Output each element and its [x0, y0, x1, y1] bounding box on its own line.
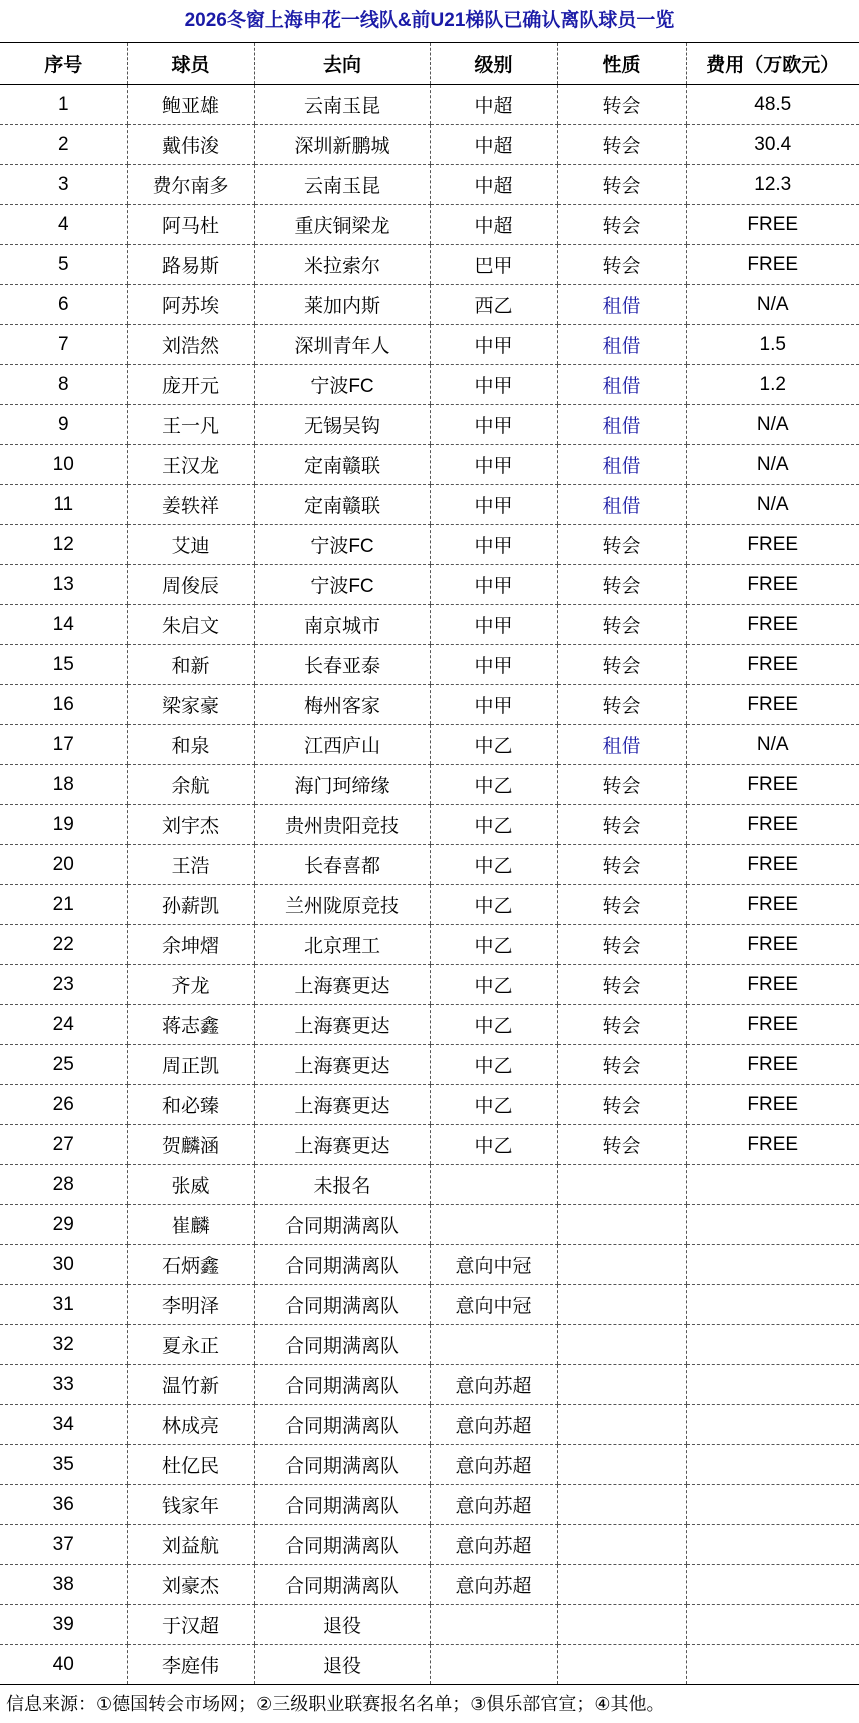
table-row: [0, 1445, 859, 1485]
cell-index: 37: [0, 1525, 127, 1565]
cell-destination: 未报名: [254, 1165, 430, 1205]
cell-index: 9: [0, 405, 127, 445]
cell-fee: [686, 1165, 859, 1205]
cell-type: 转会: [557, 165, 686, 205]
cell-destination: 云南玉昆: [254, 85, 430, 125]
cell-type: [557, 1485, 686, 1525]
cell-player: 余航: [127, 765, 254, 805]
cell-league: 意向苏超: [430, 1525, 557, 1565]
table-row: [0, 1645, 859, 1685]
cell-fee: FREE: [686, 1005, 859, 1045]
cell-league: 意向苏超: [430, 1565, 557, 1605]
cell-league: 中甲: [430, 445, 557, 485]
cell-destination: 合同期满离队: [254, 1325, 430, 1365]
cell-league: 中甲: [430, 325, 557, 365]
source-note: 信息来源：①德国转会市场网；②三级职业联赛报名名单；③俱乐部官宣；④其他。: [6, 1694, 665, 1714]
cell-league: 中超: [430, 165, 557, 205]
cell-fee: 1.5: [686, 325, 859, 365]
cell-type: [557, 1405, 686, 1445]
cell-fee: N/A: [686, 405, 859, 445]
cell-league: [430, 1165, 557, 1205]
cell-type: 转会: [557, 845, 686, 885]
cell-destination: 合同期满离队: [254, 1565, 430, 1605]
cell-index: 29: [0, 1205, 127, 1245]
cell-destination: 长春喜都: [254, 845, 430, 885]
cell-fee: FREE: [686, 1085, 859, 1125]
cell-player: 余坤熠: [127, 925, 254, 965]
cell-player: 鲍亚雄: [127, 85, 254, 125]
cell-player: 钱家年: [127, 1485, 254, 1525]
table-row: [0, 1365, 859, 1405]
table-row: [0, 1565, 859, 1605]
table-row: [0, 1525, 859, 1565]
cell-player: 王浩: [127, 845, 254, 885]
cell-index: 15: [0, 645, 127, 685]
cell-type: 转会: [557, 885, 686, 925]
cell-player: 和必臻: [127, 1085, 254, 1125]
table-row: [0, 1205, 859, 1245]
cell-fee: FREE: [686, 1125, 859, 1165]
header-league: 级别: [430, 43, 557, 85]
cell-destination: 无锡吴钩: [254, 405, 430, 445]
cell-league: 中超: [430, 125, 557, 165]
table-row: [0, 325, 859, 365]
table-row: [0, 805, 859, 845]
cell-league: [430, 1645, 557, 1685]
cell-index: 36: [0, 1485, 127, 1525]
cell-index: 12: [0, 525, 127, 565]
cell-fee: N/A: [686, 485, 859, 525]
cell-type: [557, 1165, 686, 1205]
cell-index: 39: [0, 1605, 127, 1645]
table-row: [0, 605, 859, 645]
cell-destination: 定南赣联: [254, 485, 430, 525]
cell-index: 6: [0, 285, 127, 325]
cell-league: 中乙: [430, 885, 557, 925]
cell-player: 张威: [127, 1165, 254, 1205]
table-row: [0, 485, 859, 525]
cell-fee: FREE: [686, 965, 859, 1005]
cell-destination: 合同期满离队: [254, 1405, 430, 1445]
cell-destination: 合同期满离队: [254, 1285, 430, 1325]
cell-index: 21: [0, 885, 127, 925]
cell-index: 5: [0, 245, 127, 285]
cell-type: 转会: [557, 605, 686, 645]
cell-type: 租借: [557, 285, 686, 325]
cell-fee: 1.2: [686, 365, 859, 405]
cell-league: 中甲: [430, 365, 557, 405]
cell-fee: FREE: [686, 605, 859, 645]
cell-league: 中甲: [430, 405, 557, 445]
cell-destination: 长春亚泰: [254, 645, 430, 685]
table-row: [0, 1125, 859, 1165]
cell-index: 17: [0, 725, 127, 765]
cell-index: 28: [0, 1165, 127, 1205]
cell-league: [430, 1325, 557, 1365]
cell-player: 刘宇杰: [127, 805, 254, 845]
table-row: [0, 445, 859, 485]
cell-league: 中甲: [430, 685, 557, 725]
cell-player: 梁家豪: [127, 685, 254, 725]
cell-index: 34: [0, 1405, 127, 1445]
cell-index: 1: [0, 85, 127, 125]
cell-index: 14: [0, 605, 127, 645]
cell-type: 租借: [557, 365, 686, 405]
cell-player: 刘浩然: [127, 325, 254, 365]
cell-index: 16: [0, 685, 127, 725]
cell-destination: 合同期满离队: [254, 1525, 430, 1565]
cell-destination: 上海赛更达: [254, 1005, 430, 1045]
cell-league: 意向苏超: [430, 1405, 557, 1445]
cell-fee: FREE: [686, 1045, 859, 1085]
cell-destination: 深圳新鹏城: [254, 125, 430, 165]
table-row: [0, 85, 859, 125]
cell-index: 33: [0, 1365, 127, 1405]
cell-player: 李明泽: [127, 1285, 254, 1325]
cell-type: [557, 1605, 686, 1645]
sheet-title: 2026冬窗上海申花一线队&前U21梯队已确认离队球员一览: [0, 0, 859, 43]
cell-player: 于汉超: [127, 1605, 254, 1645]
cell-type: 转会: [557, 965, 686, 1005]
table-row: [0, 725, 859, 765]
table-row: [0, 1165, 859, 1205]
cell-destination: 梅州客家: [254, 685, 430, 725]
cell-player: 崔麟: [127, 1205, 254, 1245]
table-row: [0, 1285, 859, 1325]
cell-fee: 30.4: [686, 125, 859, 165]
cell-fee: [686, 1205, 859, 1245]
cell-destination: 退役: [254, 1605, 430, 1645]
cell-player: 和新: [127, 645, 254, 685]
cell-league: 中乙: [430, 965, 557, 1005]
departures-table: [0, 43, 859, 1685]
header-row: [0, 43, 859, 85]
cell-fee: FREE: [686, 885, 859, 925]
cell-index: 3: [0, 165, 127, 205]
cell-type: 租借: [557, 325, 686, 365]
cell-player: 周俊辰: [127, 565, 254, 605]
cell-league: 中乙: [430, 1085, 557, 1125]
table-row: [0, 405, 859, 445]
cell-type: [557, 1645, 686, 1685]
cell-fee: [686, 1525, 859, 1565]
cell-player: 刘益航: [127, 1525, 254, 1565]
cell-player: 姜轶祥: [127, 485, 254, 525]
cell-league: 巴甲: [430, 245, 557, 285]
cell-index: 18: [0, 765, 127, 805]
cell-league: 中甲: [430, 645, 557, 685]
cell-index: 2: [0, 125, 127, 165]
cell-fee: [686, 1245, 859, 1285]
cell-index: 31: [0, 1285, 127, 1325]
cell-player: 贺麟涵: [127, 1125, 254, 1165]
cell-fee: FREE: [686, 525, 859, 565]
cell-league: 中乙: [430, 725, 557, 765]
cell-player: 齐龙: [127, 965, 254, 1005]
cell-player: 和泉: [127, 725, 254, 765]
cell-league: 西乙: [430, 285, 557, 325]
table-row: [0, 1005, 859, 1045]
cell-type: [557, 1445, 686, 1485]
cell-player: 石炳鑫: [127, 1245, 254, 1285]
cell-league: 中乙: [430, 925, 557, 965]
table-row: [0, 1325, 859, 1365]
cell-fee: FREE: [686, 925, 859, 965]
cell-destination: 重庆铜梁龙: [254, 205, 430, 245]
cell-player: 戴伟浚: [127, 125, 254, 165]
cell-player: 孙薪凯: [127, 885, 254, 925]
cell-fee: N/A: [686, 445, 859, 485]
cell-index: 11: [0, 485, 127, 525]
cell-destination: 宁波FC: [254, 365, 430, 405]
cell-player: 费尔南多: [127, 165, 254, 205]
table-row: [0, 685, 859, 725]
cell-destination: 合同期满离队: [254, 1365, 430, 1405]
cell-index: 23: [0, 965, 127, 1005]
cell-fee: 12.3: [686, 165, 859, 205]
cell-type: 转会: [557, 805, 686, 845]
cell-fee: FREE: [686, 845, 859, 885]
cell-player: 周正凯: [127, 1045, 254, 1085]
header-type: 性质: [557, 43, 686, 85]
cell-player: 林成亮: [127, 1405, 254, 1445]
cell-fee: N/A: [686, 285, 859, 325]
cell-index: 38: [0, 1565, 127, 1605]
cell-index: 8: [0, 365, 127, 405]
cell-player: 阿马杜: [127, 205, 254, 245]
table-row: [0, 525, 859, 565]
cell-league: 意向中冠: [430, 1285, 557, 1325]
cell-type: 转会: [557, 125, 686, 165]
cell-fee: [686, 1325, 859, 1365]
cell-index: 4: [0, 205, 127, 245]
cell-destination: 上海赛更达: [254, 1045, 430, 1085]
cell-index: 40: [0, 1645, 127, 1685]
cell-league: 意向苏超: [430, 1485, 557, 1525]
cell-type: 转会: [557, 1045, 686, 1085]
cell-player: 路易斯: [127, 245, 254, 285]
cell-index: 26: [0, 1085, 127, 1125]
table-row: [0, 285, 859, 325]
cell-index: 19: [0, 805, 127, 845]
cell-fee: [686, 1445, 859, 1485]
cell-destination: 江西庐山: [254, 725, 430, 765]
header-destination: 去向: [254, 43, 430, 85]
cell-type: [557, 1365, 686, 1405]
cell-type: [557, 1285, 686, 1325]
cell-destination: 兰州陇原竞技: [254, 885, 430, 925]
cell-fee: FREE: [686, 245, 859, 285]
table-row: [0, 565, 859, 605]
cell-index: 25: [0, 1045, 127, 1085]
cell-league: 中甲: [430, 605, 557, 645]
cell-fee: FREE: [686, 805, 859, 845]
cell-type: 转会: [557, 685, 686, 725]
cell-league: 中甲: [430, 565, 557, 605]
cell-type: 转会: [557, 565, 686, 605]
cell-type: 租借: [557, 485, 686, 525]
cell-type: 租借: [557, 405, 686, 445]
cell-destination: 合同期满离队: [254, 1245, 430, 1285]
cell-league: [430, 1205, 557, 1245]
table-row: [0, 1245, 859, 1285]
cell-destination: 合同期满离队: [254, 1485, 430, 1525]
cell-league: 意向中冠: [430, 1245, 557, 1285]
cell-league: 中甲: [430, 525, 557, 565]
cell-destination: 定南赣联: [254, 445, 430, 485]
cell-destination: 合同期满离队: [254, 1445, 430, 1485]
cell-type: [557, 1245, 686, 1285]
cell-player: 朱启文: [127, 605, 254, 645]
cell-fee: [686, 1485, 859, 1525]
header-fee: 费用（万欧元）: [686, 43, 859, 85]
cell-type: 转会: [557, 645, 686, 685]
cell-type: [557, 1525, 686, 1565]
table-row: [0, 765, 859, 805]
cell-league: 意向苏超: [430, 1365, 557, 1405]
cell-fee: N/A: [686, 725, 859, 765]
cell-type: 转会: [557, 205, 686, 245]
cell-destination: 莱加内斯: [254, 285, 430, 325]
cell-player: 杜亿民: [127, 1445, 254, 1485]
cell-type: 租借: [557, 445, 686, 485]
cell-fee: FREE: [686, 565, 859, 605]
cell-fee: [686, 1285, 859, 1325]
cell-destination: 上海赛更达: [254, 1125, 430, 1165]
cell-index: 13: [0, 565, 127, 605]
cell-type: [557, 1205, 686, 1245]
cell-destination: 海门珂缔缘: [254, 765, 430, 805]
table-row: [0, 245, 859, 285]
cell-fee: FREE: [686, 685, 859, 725]
cell-league: 中甲: [430, 485, 557, 525]
table-row: [0, 1045, 859, 1085]
cell-index: 20: [0, 845, 127, 885]
cell-fee: 48.5: [686, 85, 859, 125]
cell-player: 王汉龙: [127, 445, 254, 485]
cell-league: 中乙: [430, 845, 557, 885]
table-row: [0, 925, 859, 965]
cell-type: 转会: [557, 1005, 686, 1045]
cell-type: 转会: [557, 925, 686, 965]
table-row: [0, 885, 859, 925]
cell-player: 庞开元: [127, 365, 254, 405]
table-row: [0, 165, 859, 205]
header-player: 球员: [127, 43, 254, 85]
cell-type: 转会: [557, 1125, 686, 1165]
cell-league: 中乙: [430, 1125, 557, 1165]
cell-index: 24: [0, 1005, 127, 1045]
header-index: 序号: [0, 43, 127, 85]
cell-index: 10: [0, 445, 127, 485]
cell-destination: 上海赛更达: [254, 1085, 430, 1125]
table-row: [0, 205, 859, 245]
cell-league: 中乙: [430, 805, 557, 845]
cell-destination: 深圳青年人: [254, 325, 430, 365]
cell-index: 27: [0, 1125, 127, 1165]
cell-fee: FREE: [686, 205, 859, 245]
cell-fee: [686, 1405, 859, 1445]
table-row: [0, 1405, 859, 1445]
cell-player: 艾迪: [127, 525, 254, 565]
table-row: [0, 645, 859, 685]
cell-destination: 云南玉昆: [254, 165, 430, 205]
cell-player: 蒋志鑫: [127, 1005, 254, 1045]
cell-destination: 宁波FC: [254, 565, 430, 605]
table-row: [0, 125, 859, 165]
cell-player: 刘豪杰: [127, 1565, 254, 1605]
cell-player: 夏永正: [127, 1325, 254, 1365]
table-row: [0, 965, 859, 1005]
cell-player: 阿苏埃: [127, 285, 254, 325]
cell-type: 转会: [557, 1085, 686, 1125]
cell-destination: 北京理工: [254, 925, 430, 965]
cell-index: 32: [0, 1325, 127, 1365]
cell-player: 温竹新: [127, 1365, 254, 1405]
cell-fee: [686, 1565, 859, 1605]
cell-destination: 贵州贵阳竞技: [254, 805, 430, 845]
cell-type: 转会: [557, 245, 686, 285]
cell-fee: [686, 1645, 859, 1685]
cell-index: 35: [0, 1445, 127, 1485]
cell-destination: 上海赛更达: [254, 965, 430, 1005]
cell-index: 7: [0, 325, 127, 365]
cell-league: 中超: [430, 85, 557, 125]
cell-fee: [686, 1365, 859, 1405]
cell-type: 转会: [557, 765, 686, 805]
cell-fee: FREE: [686, 645, 859, 685]
table-row: [0, 1085, 859, 1125]
cell-index: 22: [0, 925, 127, 965]
cell-league: 中乙: [430, 765, 557, 805]
cell-type: 转会: [557, 85, 686, 125]
cell-league: [430, 1605, 557, 1645]
cell-fee: FREE: [686, 765, 859, 805]
table-row: [0, 1605, 859, 1645]
table-row: [0, 1485, 859, 1525]
cell-destination: 宁波FC: [254, 525, 430, 565]
cell-type: [557, 1325, 686, 1365]
cell-league: 意向苏超: [430, 1445, 557, 1485]
cell-destination: 退役: [254, 1645, 430, 1685]
cell-index: 30: [0, 1245, 127, 1285]
cell-destination: 合同期满离队: [254, 1205, 430, 1245]
cell-destination: 米拉索尔: [254, 245, 430, 285]
cell-type: 租借: [557, 725, 686, 765]
table-row: [0, 365, 859, 405]
cell-league: 中超: [430, 205, 557, 245]
cell-league: 中乙: [430, 1045, 557, 1085]
cell-player: 李庭伟: [127, 1645, 254, 1685]
cell-destination: 南京城市: [254, 605, 430, 645]
cell-fee: [686, 1605, 859, 1645]
table-row: [0, 845, 859, 885]
cell-type: 转会: [557, 525, 686, 565]
cell-league: 中乙: [430, 1005, 557, 1045]
cell-type: [557, 1565, 686, 1605]
cell-player: 王一凡: [127, 405, 254, 445]
